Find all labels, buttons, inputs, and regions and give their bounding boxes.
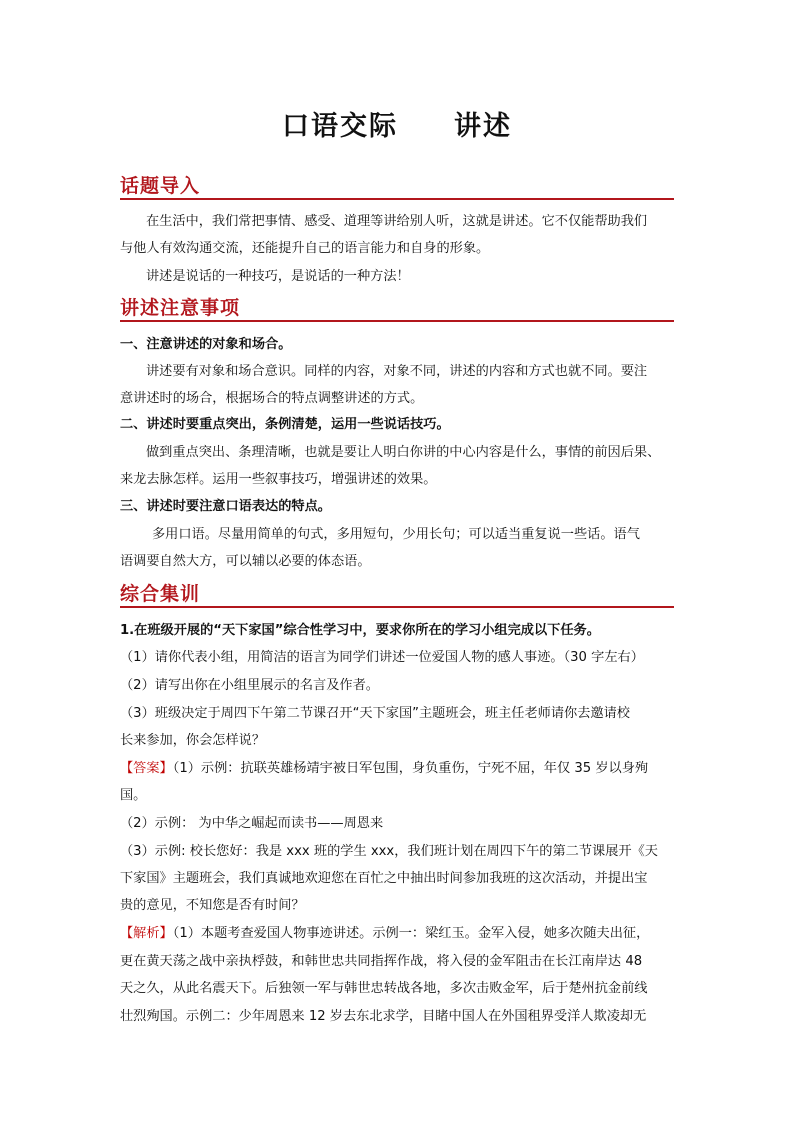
note-line: 来龙去脉怎样。运用一些叙事技巧，增强讲述的效果。 xyxy=(120,472,437,487)
note-heading: 三、讲述时要注意口语表达的特点。 xyxy=(120,499,331,514)
analysis-line xyxy=(120,924,680,944)
question-item: （2）请写出你在小组里展示的名言及作者。 xyxy=(120,678,379,693)
question-item: （1）请你代表小组，用简洁的语言为同学们讲述一位爱国人物的感人事迹。（30 字左右） xyxy=(120,650,644,665)
title-part1: 口语交际 xyxy=(282,111,398,142)
answer-line: 下家国》主题班会，我们真诚地欢迎您在百忙之中抽出时间参加我班的这次活动，并提出宝 xyxy=(120,871,648,886)
answer-line: （2）示例： 为中华之崛起而读书——周恩来 xyxy=(120,816,384,831)
intro-line: 讲述是说话的一种技巧，是说话的一种方法！ xyxy=(146,269,410,284)
analysis-line: 天之久，从此名震天下。后独领一军与韩世忠转战各地，多次击败金军，后于楚州抗金前线 xyxy=(120,981,648,996)
answer-line xyxy=(120,759,680,779)
answer-text: （1）示例：抗联英雄杨靖宇被日军包围，身负重伤，宁死不屈，年仅 35 岁以身殉 xyxy=(172,761,649,776)
section-heading-label: 讲述注意事项 xyxy=(120,297,241,319)
note-heading: 二、讲述时要重点突出，条例清楚，运用一些说话技巧。 xyxy=(120,417,450,432)
analysis-tag: 【解析】 xyxy=(120,926,173,941)
note-line: 语调要自然大方，可以辅以必要的体态语。 xyxy=(120,554,371,569)
answer-line: 国。 xyxy=(120,788,147,803)
question-item: 长来参加，你会怎样说？ xyxy=(120,733,266,748)
question-item: （3）班级决定于周四下午第二节课召开“天下家国”主题班会，班主任老师请你去邀请校 xyxy=(120,706,630,721)
section-heading-label: 话题导入 xyxy=(120,175,201,197)
answer-line: 贵的意见，不知您是否有时间？ xyxy=(120,898,305,913)
note-line: 做到重点突出、条理清晰，也就是要让人明白你讲的中心内容是什么，事情的前因后果、 xyxy=(146,445,661,460)
note-line: 讲述要有对象和场合意识。同样的内容，对象不同，讲述的内容和方式也就不同。要注 xyxy=(146,364,648,379)
section-rule xyxy=(120,606,674,608)
analysis-line: 更在黄天荡之战中亲执桴鼓，和韩世忠共同指挥作战，将入侵的金军阻击在长江南岸达 48 xyxy=(120,954,643,969)
intro-line: 与他人有效沟通交流，还能提升自己的语言能力和自身的形象。 xyxy=(120,241,490,256)
section-heading-intro xyxy=(120,174,674,200)
answer-tag: 【答案】 xyxy=(120,761,173,776)
note-line: 意讲述时的场合，根据场合的特点调整讲述的方式。 xyxy=(120,391,424,406)
section-heading-label: 综合集训 xyxy=(120,583,201,605)
note-line: 多用口语。尽量用简单的句式，多用短句，少用长句；可以适当重复说一些话。语气 xyxy=(152,527,640,542)
section-heading-notes xyxy=(120,296,674,322)
section-heading-exercise xyxy=(120,582,674,608)
section-rule xyxy=(120,320,674,322)
page-title xyxy=(0,104,794,143)
intro-line: 在生活中，我们常把事情、感受、道理等讲给别人听，这就是讲述。它不仅能帮助我们 xyxy=(146,214,648,229)
title-part2: 讲述 xyxy=(454,111,512,142)
question-stem: 1.在班级开展的“天下家国”综合性学习中，要求你所在的学习小组完成以下任务。 xyxy=(120,623,600,638)
answer-line: （3）示例: 校长您好：我是 xxx 班的学生 xxx，我们班计划在周四下午的第二节课展开《天 xyxy=(120,844,658,859)
analysis-text: （1）本题考查爱国人物事迹讲述。示例一：梁红玉。金军入侵，她多次随夫出征， xyxy=(172,926,650,941)
section-rule xyxy=(120,198,674,200)
analysis-line: 壮烈殉国。示例二：少年周恩来 12 岁去东北求学，目睹中国人在外国租界受洋人欺凌却无 xyxy=(120,1009,647,1024)
note-heading: 一、注意讲述的对象和场合。 xyxy=(120,337,292,352)
